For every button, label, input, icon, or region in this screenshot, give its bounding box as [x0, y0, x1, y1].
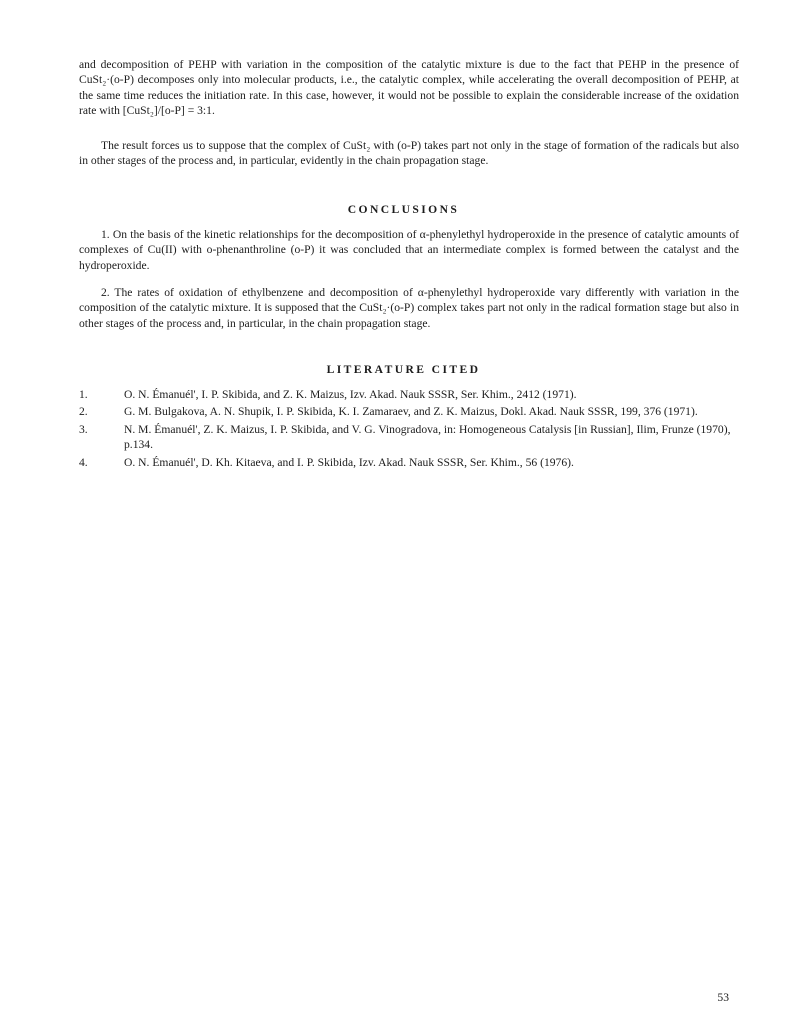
conclusion-item-1: 1. On the basis of the kinetic relationships for the decomposition of α-phenylethyl hydroperoxide in the presence of catalytic amounts of complexes of Cu(II) with o-phenanthroline (o-P) it was concluded that an intermediate complex is formed between the catalyst and the hydroperoxide. [79, 228, 739, 272]
reference-text: O. N. Émanuél', D. Kh. Kitaeva, and I. P. Skibida, Izv. Akad. Nauk SSSR, Ser. Khim., 56 (1976). [124, 455, 574, 469]
reference-item [79, 404, 749, 419]
reference-item [79, 387, 749, 402]
reference-text: O. N. Émanuél', I. P. Skibida, and Z. K. Maizus, Izv. Akad. Nauk SSSR, Ser. Khim., 2412 (1971). [124, 388, 577, 401]
reference-item [79, 422, 749, 453]
literature-cited-heading: LITERATURE CITED [326, 363, 481, 376]
reference-number: 1. [79, 388, 88, 401]
reference-text: N. M. Émanuél', Z. K. Maizus, I. P. Skibida, and V. G. Vinogradova, in: Homogeneous Catalysis [in Russian], Ilim, Frunze (1970), p.134. [124, 422, 731, 452]
body-paragraph-1: and decomposition of PEHP with variation in the composition of the catalytic mixture is due to the fact that PEHP in the presence of CuSt₂·(o-P) decomposes only into molecular products, i.e., the catalytic complex, while accelerating the overall decomposition of PEHP, at the same time reduces the initiation rate. In this case, however, it would not be possible to explain the considerable increase of the oxidation rate with [CuSt₂]/[o-P] = 3:1. [79, 58, 739, 118]
reference-number: 3. [79, 422, 88, 436]
reference-item [79, 455, 749, 470]
reference-number: 2. [79, 405, 88, 419]
page-number: 53 [717, 991, 729, 1004]
reference-number: 4. [79, 455, 88, 469]
conclusion-item-2: 2. The rates of oxidation of ethylbenzene and decomposition of α-phenylethyl hydroperoxide vary differently with variation in the composition of the catalytic mixture. It is supposed that the CuSt₂·(o-P) complex takes part not only in the radical formation stage but also in other stages of the process and, in particular, in the chain propagation stage. [79, 286, 739, 330]
reference-text: G. M. Bulgakova, A. N. Shupik, I. P. Skibida, K. I. Zamaraev, and Z. K. Maizus, Dokl. Akad. Nauk SSSR, 199, 376 (1971). [124, 405, 698, 419]
body-paragraph-2: The result forces us to suppose that the complex of CuSt₂ with (o-P) takes part not only in the stage of formation of the radicals but also in other stages of the process and, in particular, evidently in the chain propagation stage. [79, 139, 739, 168]
reference-list [79, 387, 749, 472]
conclusions-heading: CONCLUSIONS [347, 203, 460, 216]
